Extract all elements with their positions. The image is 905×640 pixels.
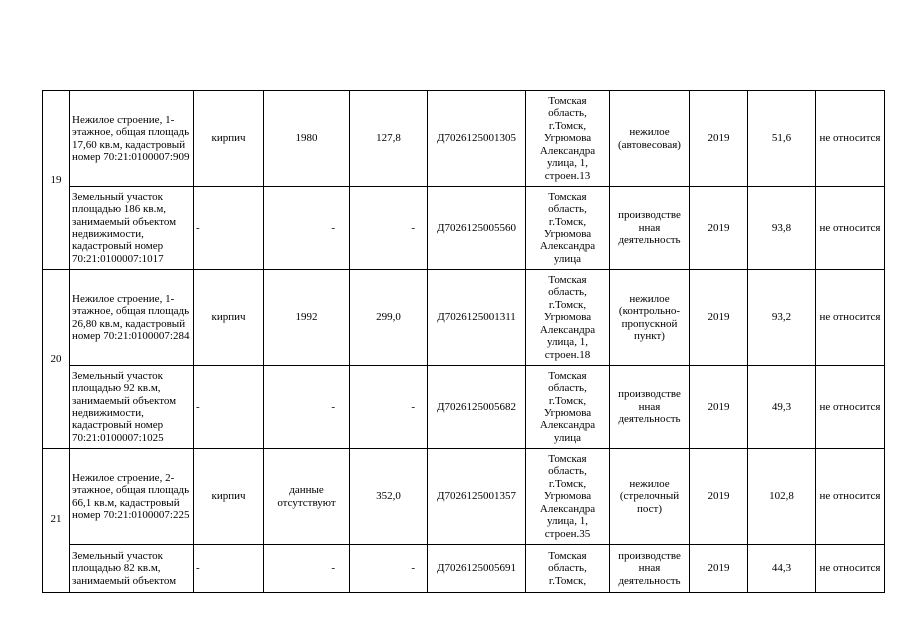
relation-cell: не относится — [816, 449, 885, 545]
usage-cell — [610, 91, 690, 187]
address-cell — [526, 366, 610, 449]
area-value: - — [350, 187, 428, 270]
usage-cell — [610, 545, 690, 593]
object-description: Нежилое строение, 2-этажное, общая площадь 66,1 кв.м, кадастровый номер 70:21:0100007:225 — [70, 449, 194, 545]
wall-material: кирпич — [194, 449, 264, 545]
address-line: область, — [548, 286, 587, 299]
report-year: 2019 — [690, 270, 748, 366]
address-cell — [526, 270, 610, 366]
usage-line: деятельность — [618, 413, 681, 426]
address-line: область, — [548, 562, 587, 575]
object-description: Нежилое строение, 1-этажное, общая площадь 17,60 кв.м, кадастровый номер 70:21:0100007:909 — [70, 91, 194, 187]
address-cell — [526, 545, 610, 593]
usage-line: производстве — [618, 388, 681, 401]
wall-material: - — [194, 545, 264, 593]
relation-cell: не относится — [816, 545, 885, 593]
usage-cell — [610, 187, 690, 270]
address-line: Томская — [548, 549, 587, 562]
value-cell: 51,6 — [748, 91, 816, 187]
address-cell — [526, 91, 610, 187]
usage-cell — [610, 366, 690, 449]
usage-line: (стрелочный — [619, 490, 680, 503]
value-cell: 102,8 — [748, 449, 816, 545]
construction-year: 1980 — [264, 91, 350, 187]
address-line: Угрюмова — [543, 490, 592, 503]
registry-number: Д7026125005691 — [428, 545, 526, 593]
address-line: строен.35 — [544, 527, 591, 540]
usage-line: нежилое — [629, 477, 670, 490]
usage-line: нная — [638, 221, 661, 234]
address-line: строен.18 — [544, 348, 591, 361]
address-line: Угрюмова — [543, 311, 592, 324]
address-line: область, — [548, 203, 587, 216]
value-cell: 49,3 — [748, 366, 816, 449]
address-line: Угрюмова — [543, 407, 592, 419]
construction-year: - — [264, 366, 350, 449]
address-cell — [526, 449, 610, 545]
relation-cell: не относится — [816, 91, 885, 187]
address-line: Александра — [539, 502, 596, 515]
usage-line: пост) — [636, 502, 662, 515]
address-line: улица, 1, — [547, 157, 588, 170]
usage-line: деятельность — [618, 234, 681, 247]
address-line: г.Томск, — [548, 298, 587, 311]
address-line: г.Томск, — [548, 394, 587, 407]
area-value: - — [350, 545, 428, 593]
address-line: улица, 1, — [547, 336, 588, 349]
address-line: г.Томск, — [548, 215, 587, 228]
address-line: область, — [548, 465, 587, 478]
table-row — [43, 187, 885, 270]
usage-line: деятельность — [618, 574, 681, 587]
row-number: 21 — [43, 449, 70, 593]
address-line: Угрюмова — [543, 228, 592, 240]
table-row — [43, 545, 885, 593]
usage-line: нная — [638, 562, 661, 575]
construction-year: 1992 — [264, 270, 350, 366]
object-description: Земельный участок площадью 82 кв.м, занимаемый объектом — [70, 545, 194, 593]
table-row — [43, 449, 885, 545]
registry-number: Д7026125001311 — [428, 270, 526, 366]
usage-line: нная — [638, 400, 661, 413]
report-year: 2019 — [690, 366, 748, 449]
object-description: Земельный участок площадью 92 кв.м, занимаемый объектом недвижимости, кадастровый номер 70:21:0100007:1025 — [70, 366, 194, 449]
usage-cell — [610, 449, 690, 545]
address-line: г.Томск, — [548, 119, 587, 132]
address-line: Томская — [548, 190, 587, 203]
registry-number: Д7026125001305 — [428, 91, 526, 187]
report-year: 2019 — [690, 545, 748, 593]
area-value: 127,8 — [350, 91, 428, 187]
object-description: Земельный участок площадью 186 кв.м, занимаемый объектом недвижимости, кадастровый номер 70:21:0100007:1017 — [70, 187, 194, 270]
address-line: г.Томск, — [548, 574, 587, 587]
row-number: 20 — [43, 270, 70, 449]
table-row — [43, 270, 885, 366]
usage-line: (контрольно- — [618, 305, 681, 318]
address-line: строен.13 — [544, 169, 591, 182]
report-year: 2019 — [690, 91, 748, 187]
usage-line: производстве — [618, 549, 681, 562]
address-cell — [526, 187, 610, 270]
address-line: Томская — [548, 453, 587, 466]
usage-line: производстве — [618, 209, 681, 222]
relation-cell: не относится — [816, 187, 885, 270]
address-line: г.Томск, — [548, 477, 587, 490]
wall-material: кирпич — [194, 91, 264, 187]
value-cell: 93,8 — [748, 187, 816, 270]
usage-cell — [610, 270, 690, 366]
usage-line: нежилое — [629, 126, 670, 139]
usage-line: пункт) — [634, 329, 665, 342]
address-line: Угрюмова — [543, 132, 592, 145]
registry-number: Д7026125005560 — [428, 187, 526, 270]
value-cell: 44,3 — [748, 545, 816, 593]
report-year: 2019 — [690, 187, 748, 270]
report-year: 2019 — [690, 449, 748, 545]
object-description: Нежилое строение, 1-этажное, общая площадь 26,80 кв.м, кадастровый номер 70:21:0100007:284 — [70, 270, 194, 366]
wall-material: - — [194, 187, 264, 270]
area-value: 352,0 — [350, 449, 428, 545]
address-line: улица — [553, 252, 582, 265]
area-value: - — [350, 366, 428, 449]
property-register-table — [42, 90, 885, 593]
registry-number: Д7026125005682 — [428, 366, 526, 449]
address-line: область, — [548, 382, 587, 395]
address-line: улица — [553, 431, 582, 444]
address-line: Александра — [539, 144, 596, 157]
address-line: Александра — [539, 419, 596, 432]
registry-number: Д7026125001357 — [428, 449, 526, 545]
address-line: улица, 1, — [547, 515, 588, 528]
address-line: Томская — [548, 274, 587, 287]
usage-line: (автовесовая) — [618, 138, 681, 151]
address-line: Александра — [539, 323, 596, 336]
wall-material: - — [194, 366, 264, 449]
relation-cell: не относится — [816, 270, 885, 366]
wall-material: кирпич — [194, 270, 264, 366]
construction-year: - — [264, 545, 350, 593]
row-number: 19 — [43, 91, 70, 270]
address-line: область, — [548, 107, 587, 120]
address-line: Томская — [548, 95, 587, 108]
usage-line: нежилое — [629, 292, 670, 305]
value-cell: 93,2 — [748, 270, 816, 366]
address-line: Александра — [539, 240, 596, 253]
construction-year: данные отсутствуют — [264, 449, 350, 545]
table-row — [43, 91, 885, 187]
construction-year: - — [264, 187, 350, 270]
area-value: 299,0 — [350, 270, 428, 366]
relation-cell: не относится — [816, 366, 885, 449]
usage-line: пропускной — [621, 317, 678, 330]
address-line: Томская — [548, 369, 587, 382]
table-row — [43, 366, 885, 449]
